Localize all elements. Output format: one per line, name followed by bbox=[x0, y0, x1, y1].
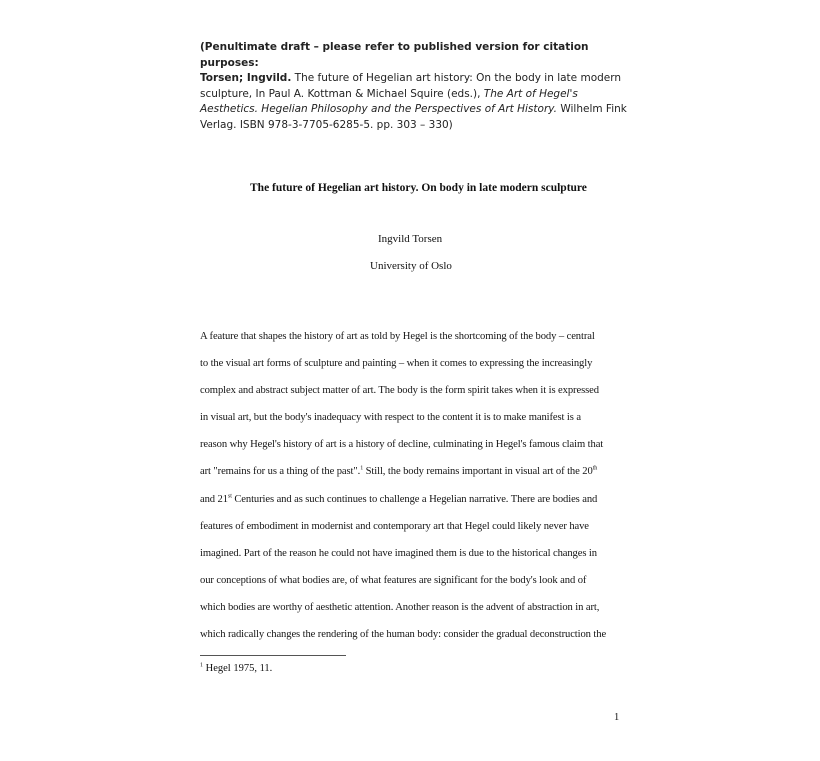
author-affiliation: University of Oslo bbox=[370, 260, 452, 272]
body-line-text: art "remains for us a thing of the past". bbox=[200, 466, 361, 478]
body-line-text: Still, the body remains important in visual art of the 20 bbox=[363, 466, 593, 478]
page-number: 1 bbox=[614, 712, 620, 723]
draft-note-lead: (Penultimate draft – please refer to published version for citation purposes: bbox=[200, 41, 589, 69]
draft-note-publisher: Wilhelm Fink Verlag. ISBN 978-3-7705-6285-5. pp. 303 – 330) bbox=[200, 103, 627, 131]
body-line bbox=[200, 465, 630, 492]
footnote-text: Hegel 1975, 11. bbox=[203, 663, 273, 674]
body-line-text: and 21 bbox=[200, 493, 228, 505]
ordinal-suffix: st bbox=[227, 493, 232, 500]
ordinal-suffix: th bbox=[592, 465, 598, 472]
body-line-text: Centuries and as such continues to challenge a Hegelian narrative. There are bodies and bbox=[231, 493, 598, 505]
paper-title: The future of Hegelian art history. On body in late modern sculpture bbox=[250, 182, 587, 194]
body-line: A feature that shapes the history of art as told by Hegel is the shortcoming of the body – central bbox=[200, 331, 595, 342]
body-line: complex and abstract subject matter of art. The body is the form spirit takes when it is expressed bbox=[200, 385, 599, 397]
footnote-marker: 1 bbox=[200, 662, 203, 669]
body-line: which bodies are worthy of aesthetic attention. Another reason is the advent of abstraction in art, bbox=[200, 601, 600, 613]
body-line: features of embodiment in modernist and contemporary art that Hegel could likely never have bbox=[200, 520, 589, 532]
body-line: imagined. Part of the reason he could not have imagined them is due to the historical changes in bbox=[200, 547, 597, 559]
draft-citation-note bbox=[200, 40, 630, 133]
draft-note-authors: Torsen; Ingvild. bbox=[200, 72, 292, 84]
draft-note-chapter: The future of Hegelian art history: On the body in late modern sculpture, In Paul A. Kottman & Michael Squire (eds.), bbox=[200, 72, 622, 100]
footnote-divider bbox=[200, 655, 346, 656]
body-line: which radically changes the rendering of the human body: consider the gradual deconstruction the bbox=[200, 629, 607, 641]
footnote bbox=[200, 663, 272, 674]
body-line: in visual art, but the body's inadequacy with respect to the content it is to make manifest is a bbox=[200, 412, 581, 424]
footnote-reference[interactable]: 1 bbox=[360, 465, 364, 472]
body-line: reason why Hegel's history of art is a history of decline, culminating in Hegel's famous claim that bbox=[200, 439, 604, 451]
body-line: our conceptions of what bodies are, of what features are significant for the body's look and of bbox=[200, 574, 587, 586]
draft-note-book-title: The Art of Hegel's Aesthetics. Hegelian Philosophy and the Perspectives of Art History. bbox=[200, 87, 578, 115]
body-line bbox=[200, 493, 630, 520]
author-name: Ingvild Torsen bbox=[378, 233, 443, 245]
body-paragraph bbox=[200, 330, 630, 655]
body-line: to the visual art forms of sculpture and painting – when it comes to expressing the increasingly bbox=[200, 358, 593, 370]
